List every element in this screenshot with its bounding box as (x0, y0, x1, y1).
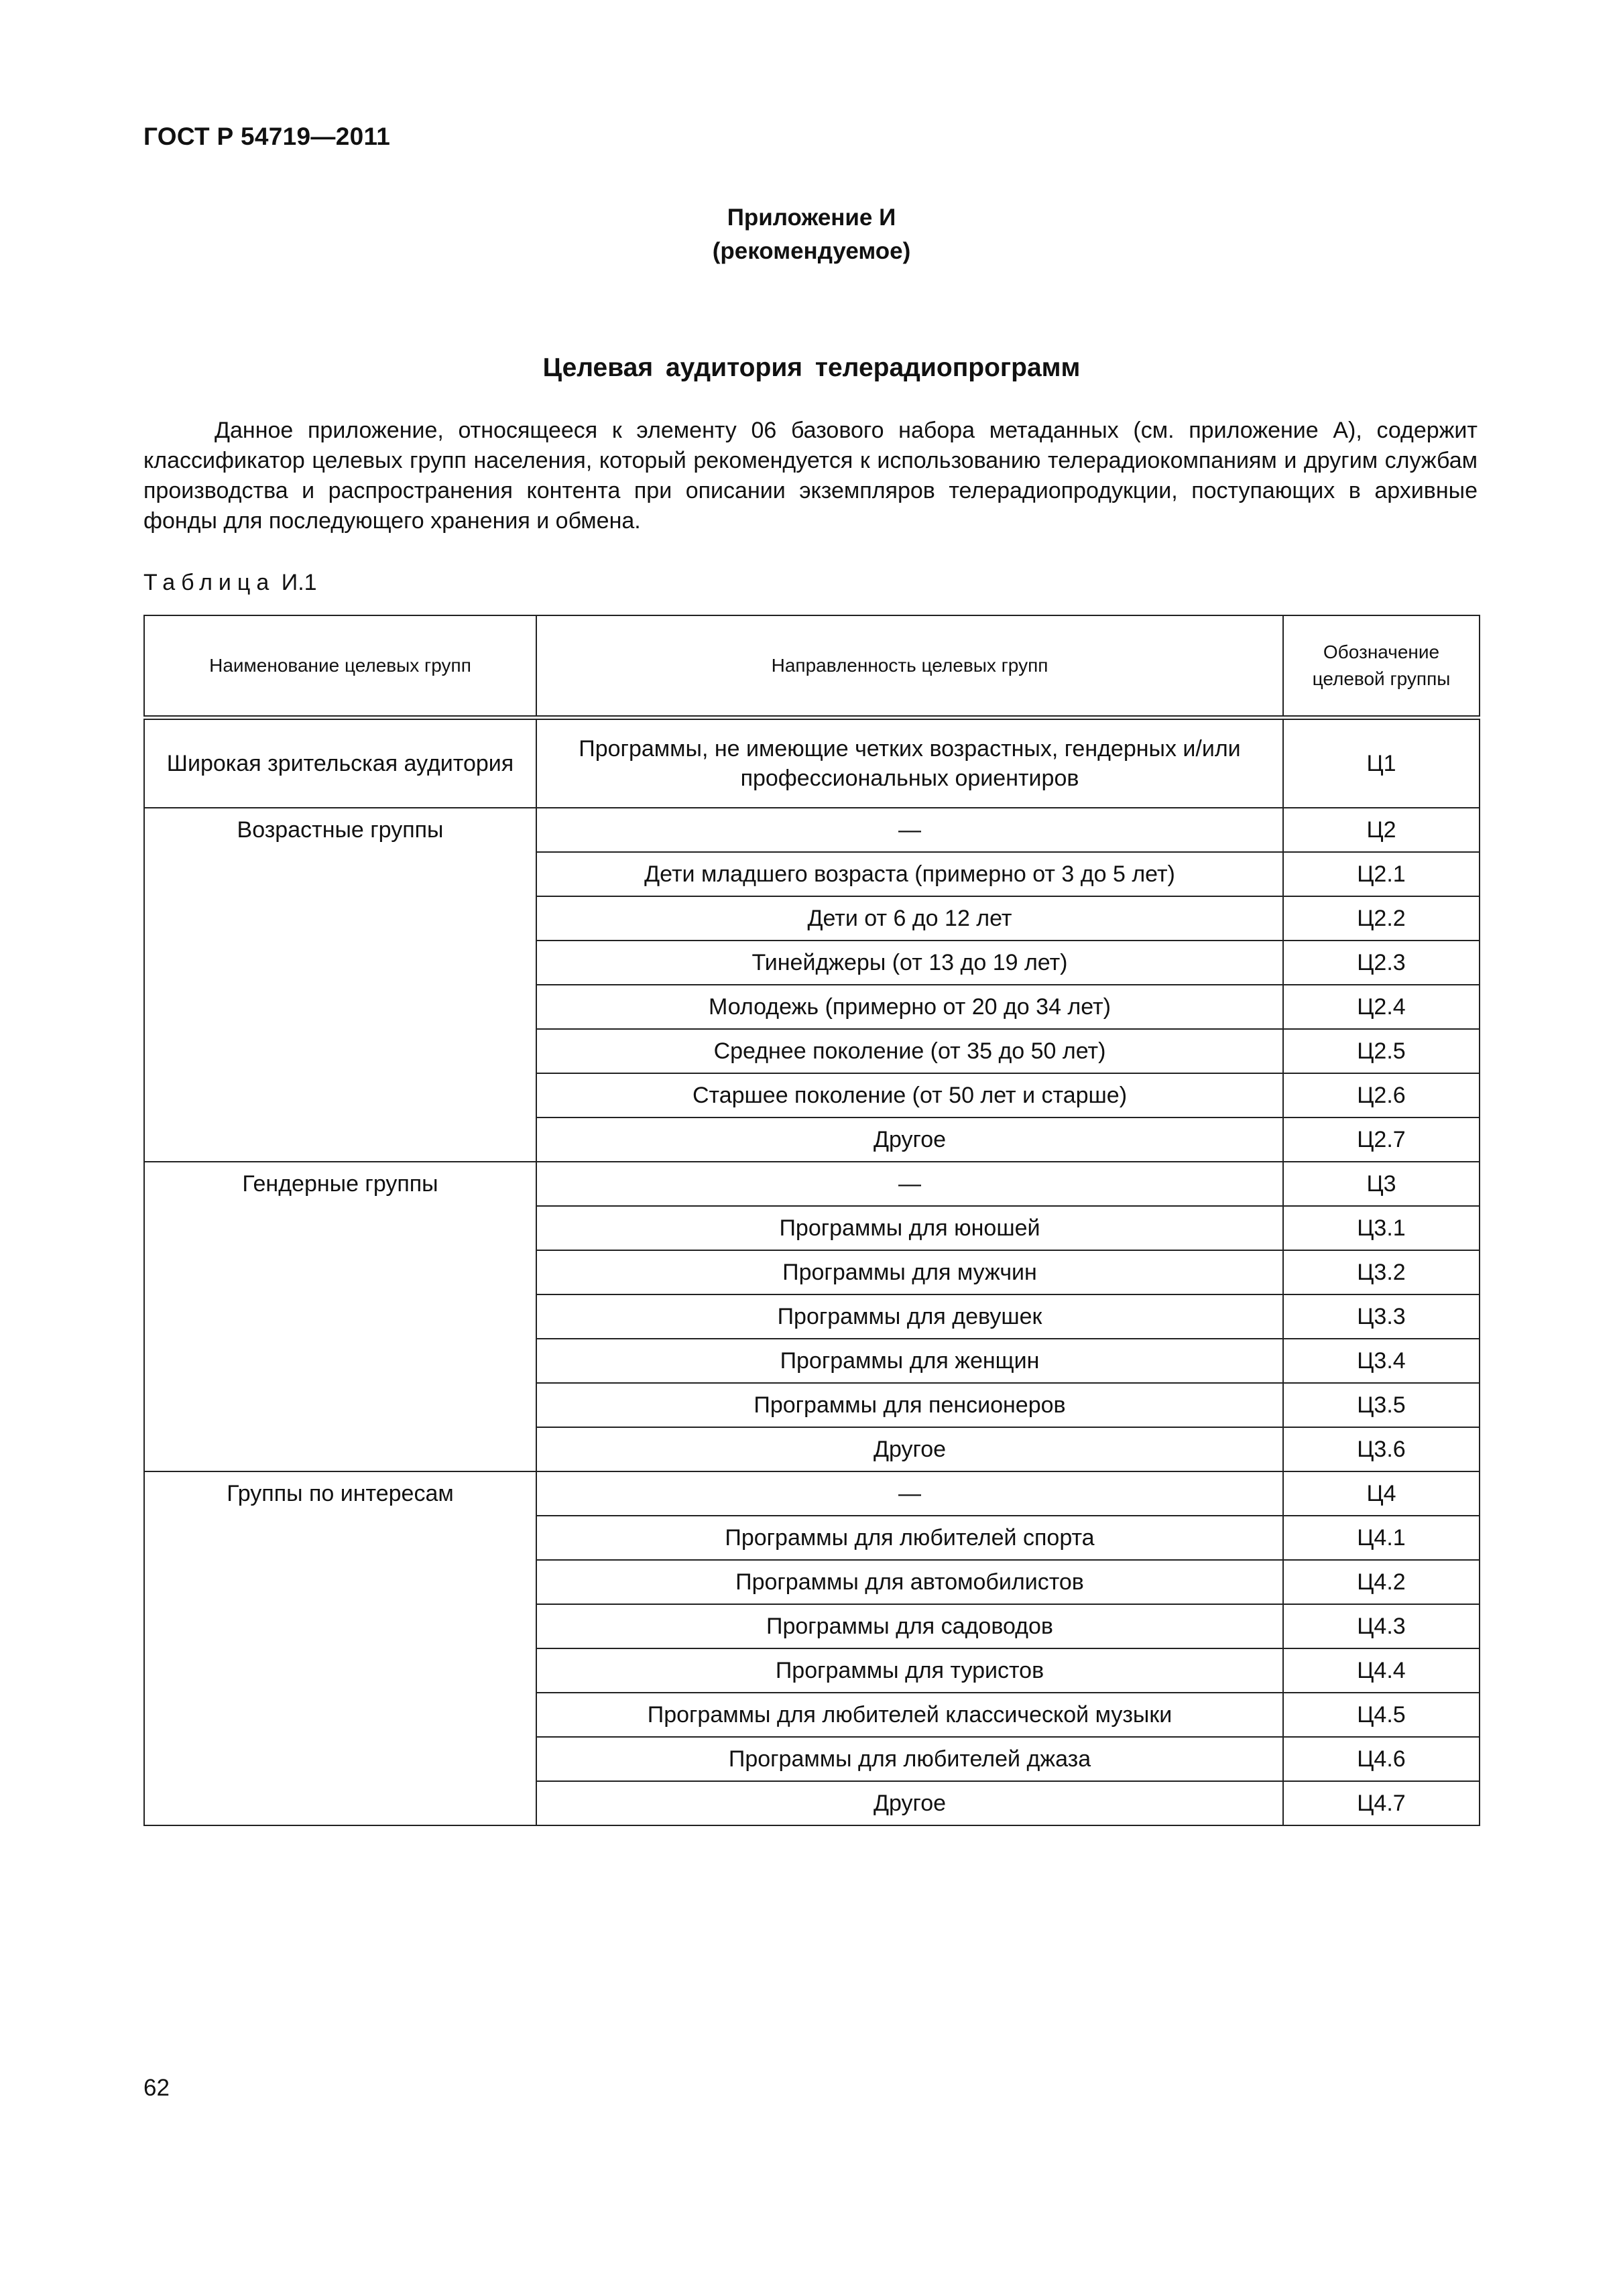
code-cell: Ц3.4 (1283, 1339, 1480, 1383)
appendix-type: (рекомендуемое) (712, 238, 911, 264)
header-group-name: Наименование целевых групп (144, 615, 536, 718)
direction-cell: Программы для пенсионеров (536, 1383, 1283, 1427)
direction-cell: Программы для любителей джаза (536, 1737, 1283, 1781)
code-cell: Ц3.1 (1283, 1206, 1480, 1250)
appendix-heading (0, 201, 1623, 268)
direction-cell: Молодежь (примерно от 20 до 34 лет) (536, 985, 1283, 1029)
intro-paragraph: Данное приложение, относящееся к элементу 06 базового набора метаданных (см. приложение А), содержит классификатор целевых групп населения, который рекомендуется к использованию телерадиокомпаниям и другим службам производства и распространения контента при описании экземпляров телерадиопродукции, поступающих в архивные фонды для последующего хранения и обмена. (143, 418, 1478, 534)
appendix-label: Приложение И (727, 204, 896, 231)
code-cell: Ц3.5 (1283, 1383, 1480, 1427)
direction-cell: Дети младшего возраста (примерно от 3 до 5 лет) (536, 852, 1283, 896)
direction-cell: Среднее поколение (от 35 до 50 лет) (536, 1029, 1283, 1073)
direction-cell: Старшее поколение (от 50 лет и старше) (536, 1073, 1283, 1117)
group-name-cell: Возрастные группы (144, 808, 536, 1162)
direction-cell: Программы для женщин (536, 1339, 1283, 1383)
code-cell: Ц2.1 (1283, 852, 1480, 896)
code-cell: Ц4.4 (1283, 1648, 1480, 1693)
code-cell: Ц2 (1283, 808, 1480, 852)
document-code: ГОСТ Р 54719—2011 (143, 123, 391, 150)
direction-cell: Программы для юношей (536, 1206, 1283, 1250)
direction-cell: Программы для туристов (536, 1648, 1283, 1693)
page-number: 62 (143, 2075, 170, 2101)
code-cell: Ц4.5 (1283, 1693, 1480, 1737)
table-row (144, 1471, 1480, 1516)
table-caption-word: Таблица (143, 570, 276, 595)
table-row (144, 808, 1480, 852)
direction-cell: — (536, 1162, 1283, 1206)
table-header-row (144, 615, 1480, 718)
direction-cell: Программы для девушек (536, 1294, 1283, 1339)
code-cell: Ц3 (1283, 1162, 1480, 1206)
header-group-code: Обозначение целевой группы (1283, 615, 1480, 718)
code-cell: Ц3.2 (1283, 1250, 1480, 1294)
direction-cell: Программы, не имеющие четких возрастных, гендерных и/или профессиональных ориентиров (536, 718, 1283, 808)
direction-cell: — (536, 1471, 1283, 1516)
table-caption (143, 570, 317, 596)
direction-cell: Дети от 6 до 12 лет (536, 896, 1283, 941)
code-cell: Ц2.6 (1283, 1073, 1480, 1117)
direction-cell: Программы для автомобилистов (536, 1560, 1283, 1604)
code-cell: Ц4.7 (1283, 1781, 1480, 1825)
group-name-cell: Группы по интересам (144, 1471, 536, 1825)
code-cell: Ц2.2 (1283, 896, 1480, 941)
header-group-direction: Направленность целевых групп (536, 615, 1283, 718)
code-cell: Ц1 (1283, 718, 1480, 808)
code-cell: Ц4.6 (1283, 1737, 1480, 1781)
group-name-cell: Гендерные группы (144, 1162, 536, 1471)
code-cell: Ц4 (1283, 1471, 1480, 1516)
table-body (144, 718, 1480, 1826)
direction-cell: Программы для любителей спорта (536, 1516, 1283, 1560)
code-cell: Ц4.3 (1283, 1604, 1480, 1648)
target-groups-table (143, 615, 1480, 1826)
table-caption-number: И.1 (281, 570, 317, 595)
code-cell: Ц2.5 (1283, 1029, 1480, 1073)
direction-cell: Другое (536, 1117, 1283, 1162)
direction-cell: Программы для любителей классической музыки (536, 1693, 1283, 1737)
direction-cell: Программы для мужчин (536, 1250, 1283, 1294)
direction-cell: Другое (536, 1427, 1283, 1471)
direction-cell: Программы для садоводов (536, 1604, 1283, 1648)
direction-cell: — (536, 808, 1283, 852)
code-cell: Ц4.1 (1283, 1516, 1480, 1560)
code-cell: Ц3.3 (1283, 1294, 1480, 1339)
code-cell: Ц3.6 (1283, 1427, 1480, 1471)
code-cell: Ц2.7 (1283, 1117, 1480, 1162)
direction-cell: Тинейджеры (от 13 до 19 лет) (536, 941, 1283, 985)
code-cell: Ц2.3 (1283, 941, 1480, 985)
table-row (144, 718, 1480, 808)
table-row (144, 1162, 1480, 1206)
code-cell: Ц2.4 (1283, 985, 1480, 1029)
page-title: Целевая аудитория телерадиопрограмм (542, 353, 1081, 382)
group-name-cell: Широкая зрительская аудитория (144, 718, 536, 808)
direction-cell: Другое (536, 1781, 1283, 1825)
code-cell: Ц4.2 (1283, 1560, 1480, 1604)
